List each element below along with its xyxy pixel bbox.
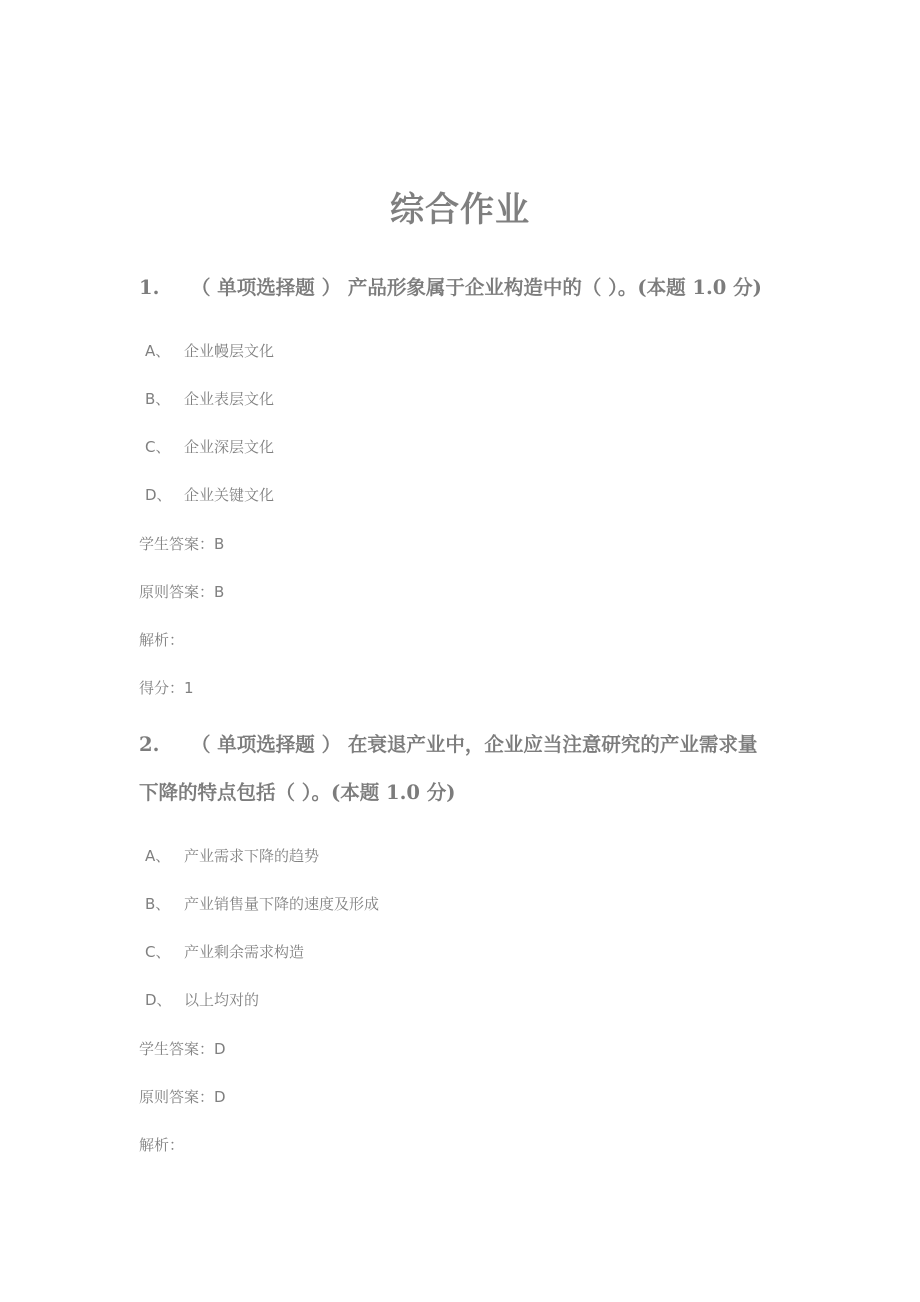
option-text: 以上均对的 — [184, 991, 260, 1009]
option-text: 企业幔层文化 — [184, 342, 275, 360]
question-2-heading — [139, 721, 809, 817]
option-text: 产业剩余需求构造 — [184, 943, 305, 961]
question-text-continued: 下降的特点包括（ ）。(本题 1.0 分) — [139, 781, 456, 804]
option-letter: A、 — [145, 342, 171, 360]
option-text: 企业关键文化 — [184, 486, 275, 504]
option-letter: D、 — [145, 486, 172, 504]
question-1-heading — [139, 264, 809, 312]
question-2-analysis: 解析： — [139, 1136, 185, 1154]
question-2-option-a — [145, 845, 319, 866]
question-1-option-d — [145, 484, 274, 505]
question-1-standard-answer: 原则答案：B — [139, 583, 225, 601]
question-2-standard-answer: 原则答案：D — [139, 1088, 226, 1106]
option-letter: C、 — [145, 943, 171, 961]
option-text: 产业需求下降的趋势 — [184, 847, 320, 865]
question-number: 2. — [139, 733, 160, 756]
question-2-option-d — [145, 989, 259, 1010]
question-2-option-b — [145, 893, 379, 914]
option-letter: B、 — [145, 895, 171, 913]
question-2-student-answer: 学生答案：D — [139, 1040, 226, 1058]
question-2-option-c — [145, 941, 304, 962]
question-1-option-a — [145, 340, 274, 361]
question-text: （ 单项选择题 ） 产品形象属于企业构造中的（ ）。(本题 1.0 分) — [191, 276, 762, 299]
question-1-option-c — [145, 436, 274, 457]
question-number: 1. — [139, 276, 160, 299]
option-letter: B、 — [145, 390, 171, 408]
page-title: 综合作业 — [390, 190, 530, 230]
option-letter: A、 — [145, 847, 171, 865]
option-text: 产业销售量下降的速度及形成 — [184, 895, 380, 913]
question-text: （ 单项选择题 ） 在衰退产业中，企业应当注意研究的产业需求量 — [191, 733, 758, 756]
question-1-student-answer: 学生答案：B — [139, 535, 225, 553]
question-1-score: 得分：1 — [139, 679, 194, 697]
option-letter: D、 — [145, 991, 172, 1009]
question-1-analysis: 解析： — [139, 631, 185, 649]
option-letter: C、 — [145, 438, 171, 456]
question-1-option-b — [145, 388, 274, 409]
option-text: 企业表层文化 — [184, 390, 275, 408]
option-text: 企业深层文化 — [184, 438, 275, 456]
